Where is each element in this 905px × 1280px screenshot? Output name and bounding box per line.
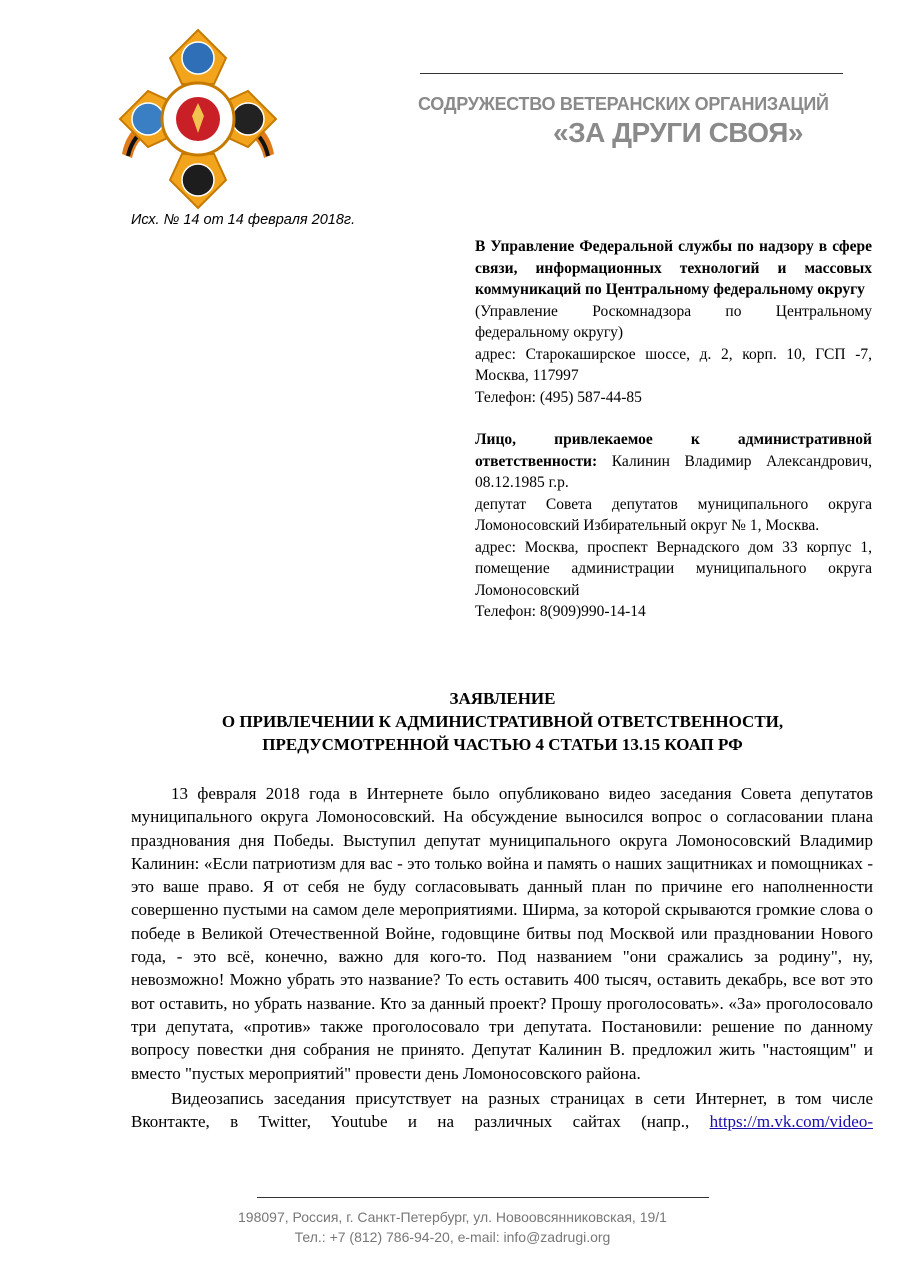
recipient-address: адрес: Старокаширское шоссе, д. 2, корп. 10, ГСП -7, Москва, 117997 (475, 345, 872, 384)
title-line3: ПРЕДУСМОТРЕННОЙ ЧАСТЬЮ 4 СТАТЬИ 13.15 КОАП РФ (262, 735, 743, 754)
footer-address: 198097, Россия, г. Санкт-Петербург, ул. Новоовсянниковская, 19/1 (238, 1209, 667, 1225)
recipient-short-name: (Управление Роскомнадзора по Центральному федеральному округу) (475, 302, 872, 341)
body-paragraph-2 (131, 1087, 873, 1134)
body-paragraph-1: 13 февраля 2018 года в Интернете было опубликовано видео заседания Совета депутатов муниципального округа Ломоносовский. На обсуждение выносился вопрос о согласовании плана празднования дня Победы. Выступил депутат муниципального округа Ломоносовский Владимир Калинин: «Если патриотизм для вас - это только война и память о наших защитниках и помощниках - это ваше право. Я от себя не буду согласовывать данный план по причине его наполненности совершенно пустыми на самом деле мероприятиями. Ширма, за которой скрываются громкие слова о победе в Великой Отечественной Войне, годовщине битвы под Москвой или праздновании Нового года, - это всё, конечно, важно для кого-то. Под названием "они сражались за родину", ну, невозможно! Можно убрать это название? То есть оставить 400 тысяч, оставить декабрь, все вот это вот оставить, но убрать название. Кто за данный проект? Прошу проголосовать». «За» проголосовало три депутата, «против» также проголосовало три депутата. Постановили: решение по данному вопросу повестки дня собрания не принято. Депутат Калинин В. предложил жить "настоящим" и вместо "пустых мероприятий" провести день Ломоносовского района. (131, 784, 873, 1083)
footer (150, 1207, 755, 1247)
footer-contacts: Тел.: +7 (812) 786-94-20, e-mail: info@zadrugi.org (294, 1229, 611, 1245)
title-line2: О ПРИВЛЕЧЕНИИ К АДМИНИСТРАТИВНОЙ ОТВЕТСТВЕННОСТИ, (221, 712, 784, 731)
document-title (110, 687, 895, 756)
organization-name-line1: СОДРУЖЕСТВО ВЕТЕРАНСКИХ ОРГАНИЗАЦИЙ (418, 94, 829, 114)
outgoing-reference: Исх. № 14 от 14 февраля 2018г. (131, 212, 356, 228)
vk-video-link[interactable]: https://m.vk.com/video- (709, 1112, 873, 1132)
addressee-block (475, 236, 872, 623)
organization-logo (118, 28, 278, 210)
title-line1: ЗАЯВЛЕНИЕ (449, 689, 556, 708)
document-body (131, 782, 873, 1135)
body-paragraph-2-text: Видеозапись заседания присутствует на разных страницах в сети Интернет, в том числе Вконтакте, в Twitter, Youtube и на различных сайтах (напр., (131, 1088, 873, 1132)
recipient-name: В Управление Федеральной службы по надзору в сфере связи, информационных технологий и массовых коммуникаций по Центральному федеральному округу (475, 238, 872, 298)
header-divider (420, 73, 843, 74)
organization-name-line2: «ЗА ДРУГИ СВОЯ» (553, 117, 803, 148)
recipient-phone: Телефон: (495) 587-44-85 (475, 388, 642, 406)
respondent-label: Лицо, привлекаемое к административной ответственности: (475, 431, 872, 470)
respondent-phone: Телефон: 8(909)990-14-14 (475, 603, 646, 620)
respondent-block (475, 429, 872, 494)
respondent-name: Калинин Владимир Александрович, 08.12.1985 г.р. (475, 452, 872, 491)
respondent-address: адрес: Москва, проспект Вернадского дом 33 корпус 1, помещение администрации муниципального округа Ломоносовский (475, 538, 872, 599)
footer-divider (257, 1197, 709, 1198)
respondent-position: депутат Совета депутатов муниципального округа Ломоносовский Избирательный округ № 1, Москва. (475, 495, 872, 534)
